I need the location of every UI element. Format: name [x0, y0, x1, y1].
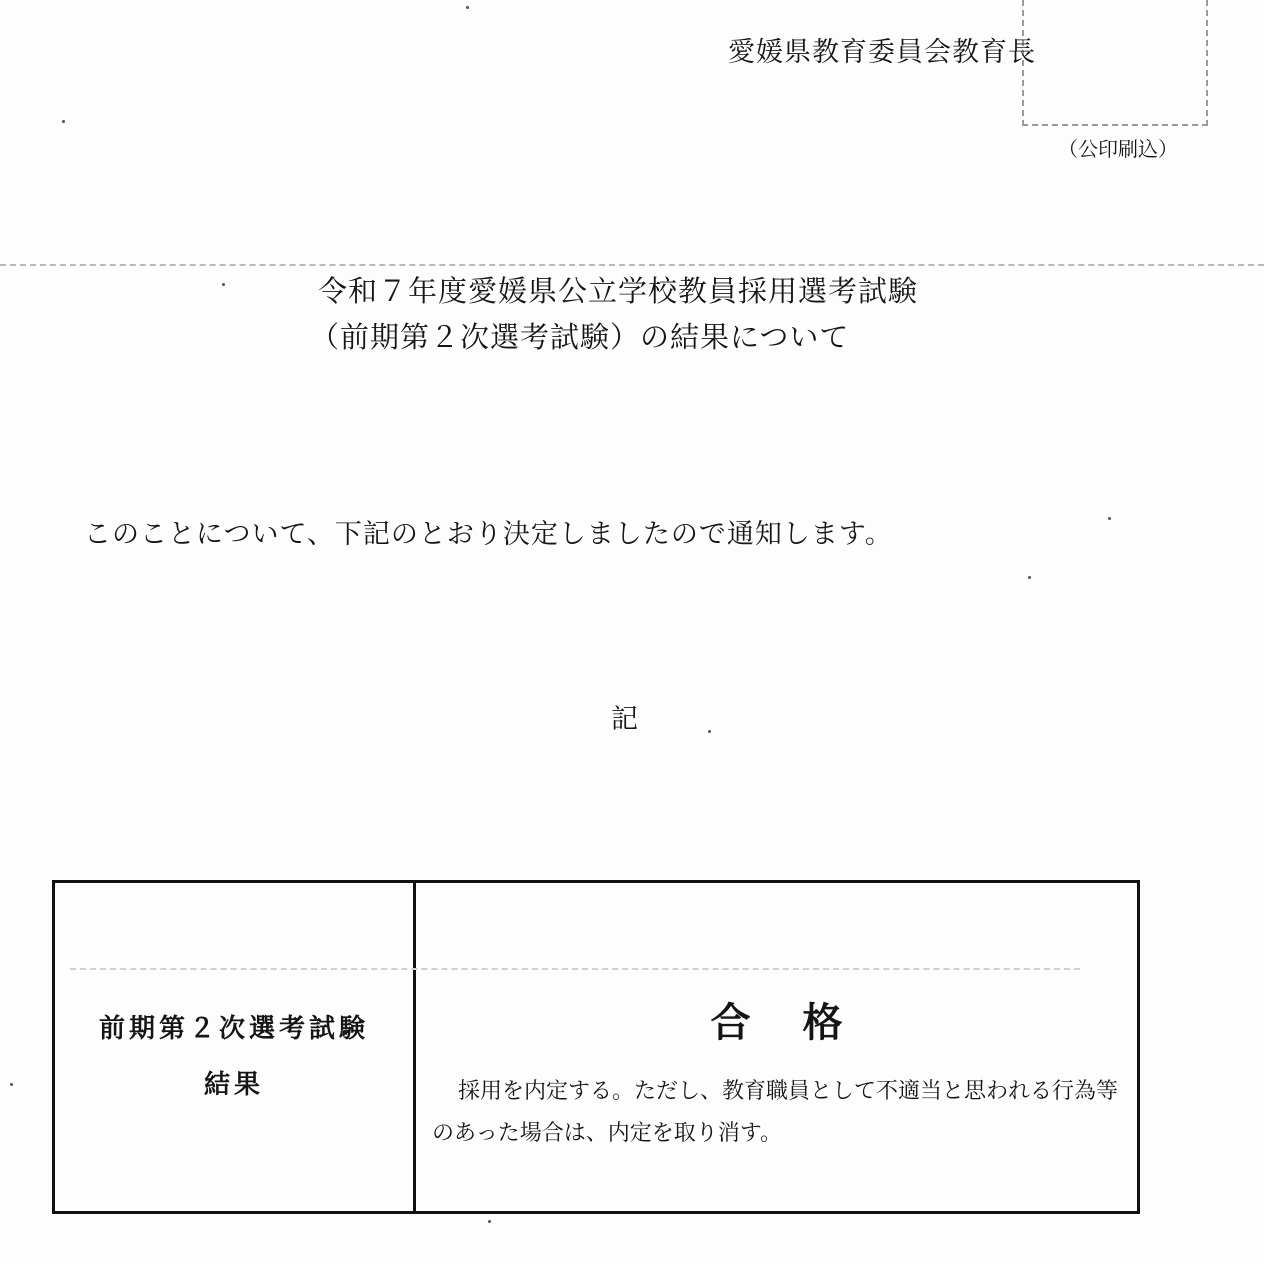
title-line-1: 令和７年度愛媛県公立学校教員採用選考試験: [318, 274, 919, 308]
scan-line-table: [70, 968, 1080, 970]
result-note: 採用を内定する。ただし、教育職員として不適当と思われる行為等のあった場合は、内定を取り消す。: [432, 1079, 1119, 1146]
scan-speck: [62, 120, 65, 123]
ki-mark: 記: [611, 704, 638, 735]
result-table: [52, 880, 1140, 1214]
document-title: [0, 268, 1264, 360]
scan-speck: [466, 6, 469, 9]
seal-note: （公印刷込）: [1058, 137, 1178, 161]
scan-speck: [222, 283, 225, 286]
result-value: 合格: [710, 1000, 895, 1046]
title-line-2: （前期第２次選考試験）の結果について: [310, 320, 850, 354]
result-label-line-1: 前期第２次選考試験: [98, 1014, 369, 1044]
scan-line-top: [0, 264, 1264, 266]
seal-box: [1022, 0, 1208, 126]
result-table-label-cell: [55, 883, 416, 1211]
sender-name: 愛媛県教育委員会教育長: [728, 37, 1036, 68]
scan-speck: [488, 1220, 491, 1223]
result-table-value-cell: [416, 883, 1137, 1211]
scan-speck: [1108, 517, 1111, 520]
result-label-line-2: 結果: [203, 1070, 264, 1100]
scan-speck: [1028, 576, 1031, 579]
scan-speck: [708, 730, 711, 733]
result-label: [55, 1001, 413, 1113]
scan-speck: [10, 1083, 13, 1086]
body-text: このことについて、下記のとおり決定しましたので通知します。: [84, 519, 893, 550]
